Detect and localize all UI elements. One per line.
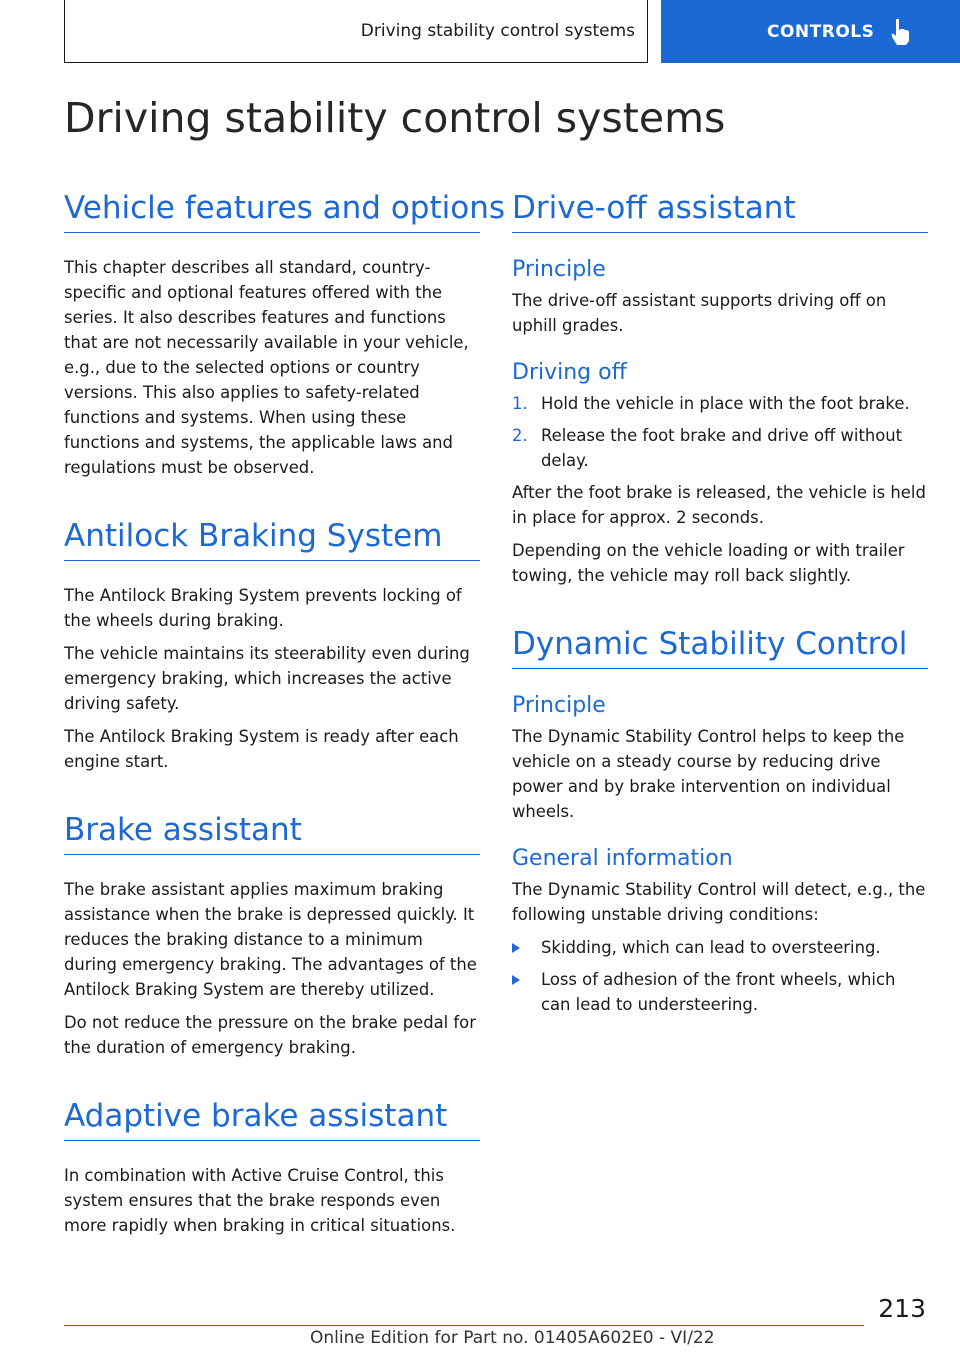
step-number: 1. bbox=[512, 394, 528, 413]
features-body: This chapter describes all standard, country-specific and optional features offered with the series. It also describes features and functions that are not necessarily available in your vehicle, e.g., due to the selected options or country versions. This also applies to safety-related functions and systems. When using these functions and systems, the applicable laws and regulations must be observed. bbox=[64, 258, 469, 477]
dsc-principle-text: The Dynamic Stability Control helps to keep the vehicle on a steady course by reducing drive power and by brake intervention on individual wheels. bbox=[512, 727, 905, 821]
heading-antilock-braking: Antilock Braking System bbox=[64, 514, 480, 561]
list-item bbox=[512, 391, 928, 416]
step-text: Release the foot brake and drive off without delay. bbox=[541, 426, 903, 470]
driving-off-steps bbox=[512, 391, 928, 473]
abs-paragraph-2: The vehicle maintains its steerability even during emergency braking, which increases the active driving safety. bbox=[64, 644, 470, 713]
subheading-driving-off: Driving off bbox=[512, 360, 627, 385]
driveoff-paragraph-1: After the foot brake is released, the vehicle is held in place for approx. 2 seconds. bbox=[512, 483, 926, 527]
list-item bbox=[512, 423, 928, 473]
footer-edition: Online Edition for Part no. 01405A602E0 - VI/22 bbox=[310, 1328, 715, 1348]
step-number: 2. bbox=[512, 426, 528, 445]
chapter-tab-label: CONTROLS bbox=[767, 21, 875, 42]
brake-assistant-paragraph-2: Do not reduce the pressure on the brake pedal for the duration of emergency braking. bbox=[64, 1013, 476, 1057]
driveoff-paragraph-2: Depending on the vehicle loading or with trailer towing, the vehicle may roll back slightly. bbox=[512, 541, 905, 585]
pointing-hand-icon bbox=[888, 17, 914, 47]
step-text: Hold the vehicle in place with the foot brake. bbox=[541, 394, 910, 413]
abs-paragraph-1: The Antilock Braking System prevents locking of the wheels during braking. bbox=[64, 586, 462, 630]
adaptive-paragraph-1: In combination with Active Cruise Control, this system ensures that the brake responds even more rapidly when braking in critical situations. bbox=[64, 1166, 456, 1235]
running-header bbox=[64, 0, 648, 63]
subheading-principle: Principle bbox=[512, 257, 606, 282]
right-column bbox=[512, 186, 928, 1024]
left-column bbox=[64, 186, 505, 1238]
triangle-bullet-icon bbox=[512, 943, 520, 953]
heading-dynamic-stability-control: Dynamic Stability Control bbox=[512, 622, 928, 669]
heading-adaptive-brake-assistant: Adaptive brake assistant bbox=[64, 1094, 480, 1141]
list-item bbox=[512, 967, 928, 1017]
driveoff-principle-text: The drive-off assistant supports driving off on uphill grades. bbox=[512, 291, 887, 335]
bullet-text: Skidding, which can lead to oversteering. bbox=[541, 938, 881, 957]
page-title: Driving stability control systems bbox=[64, 94, 726, 142]
list-item bbox=[512, 935, 928, 960]
heading-vehicle-features: Vehicle features and options bbox=[64, 186, 480, 233]
chapter-tab bbox=[661, 0, 960, 63]
subheading-general-information: General information bbox=[512, 846, 733, 871]
abs-paragraph-3: The Antilock Braking System is ready after each engine start. bbox=[64, 727, 459, 771]
heading-drive-off-assistant: Drive-off assistant bbox=[512, 186, 928, 233]
triangle-bullet-icon bbox=[512, 975, 520, 985]
dsc-conditions-list bbox=[512, 935, 928, 1017]
header-section-title: Driving stability control systems bbox=[360, 21, 635, 41]
subheading-principle: Principle bbox=[512, 693, 606, 718]
dsc-general-text: The Dynamic Stability Control will detect, e.g., the following unstable driving conditions: bbox=[512, 880, 926, 924]
page-number: 213 bbox=[878, 1294, 926, 1323]
heading-brake-assistant: Brake assistant bbox=[64, 808, 480, 855]
bullet-text: Loss of adhesion of the front wheels, which can lead to understeering. bbox=[541, 970, 896, 1014]
brake-assistant-paragraph-1: The brake assistant applies maximum braking assistance when the brake is depressed quickly. It reduces the braking distance to a minimum during emergency braking. The advantages of the Antilock Braking System are thereby utilized. bbox=[64, 880, 477, 999]
footer-divider bbox=[64, 1325, 864, 1326]
